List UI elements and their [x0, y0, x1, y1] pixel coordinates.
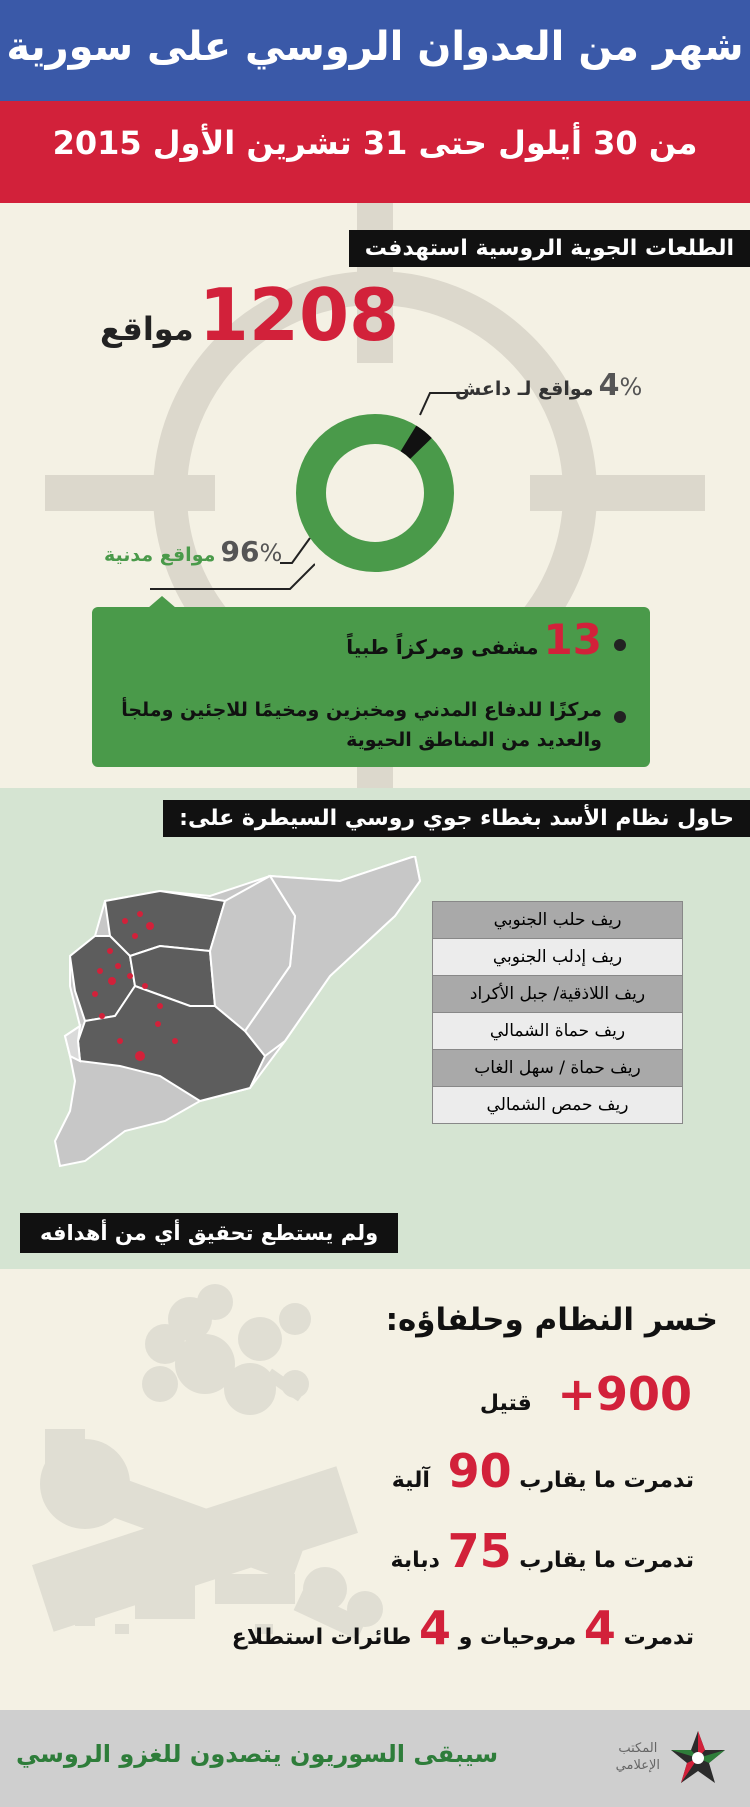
regions-table: [432, 901, 683, 1124]
civil-share: 96% مواقع مدنية: [104, 535, 283, 568]
tanks-number: 75: [447, 1524, 512, 1578]
region-item: ريف حمص الشمالي: [433, 1087, 683, 1124]
tanks-stat: [391, 1524, 695, 1578]
losses-heading: خسر النظام وحلفاؤه:: [385, 1302, 718, 1338]
targets-donut-chart: [280, 373, 470, 573]
isis-share: 4% مواقع لـ داعش: [455, 368, 643, 403]
syria-map-icon: [40, 856, 430, 1196]
media-office-name: [616, 1740, 660, 1774]
control-heading: حاول نظام الأسد بغطاء جوي روسي السيطرة على:: [163, 800, 750, 837]
hospitals-number: 13: [543, 615, 602, 664]
facilities-line-2: والعديد من المناطق الحيوية: [346, 729, 602, 751]
region-item: ريف حماة / سهل الغاب: [433, 1050, 683, 1087]
logo-line-2: الإعلامي: [615, 1758, 660, 1773]
isis-label: مواقع لـ داعش: [455, 378, 594, 400]
killed-stat: [480, 1367, 692, 1421]
facilities-line-1: مركزًا للدفاع المدني ومخبزين ومخيمًا للاجئين وملجأ: [121, 699, 602, 721]
civil-label: مواقع مدنية: [104, 544, 216, 566]
hospitals-text: مشفى ومركزاً طبياً: [346, 635, 539, 659]
control-section: [0, 788, 750, 1269]
vehicles-prefix: تدمرت ما يقارب: [519, 1468, 694, 1493]
vehicles-label: آلية: [391, 1468, 430, 1493]
region-item: ريف اللاذقية/ جبل الأكراد: [433, 976, 683, 1013]
drones-number: 4: [419, 1601, 452, 1655]
footer-slogan: سيبقى السوريون يتصدون للغزو الروسي: [16, 1740, 499, 1768]
isis-percent: 4: [598, 368, 620, 403]
tanks-label: دبابة: [390, 1548, 440, 1573]
page-title: شهر من العدوان الروسي على سورية: [6, 24, 744, 70]
isis-share-arc: [408, 438, 421, 448]
total-targets: [100, 273, 399, 357]
drones-label: طائرات استطلاع: [231, 1625, 412, 1650]
aircraft-prefix: تدمرت: [623, 1625, 694, 1650]
airstrikes-heading: الطلعات الجوية الروسية استهدفت: [349, 230, 750, 267]
hospitals-item: [346, 615, 602, 664]
facilities-item: [121, 695, 602, 755]
region-item: ريف حلب الجنوبي: [433, 902, 683, 939]
civil-targets-box: [92, 607, 650, 767]
page-subtitle: من 30 أيلول حتى 31 تشرين الأول 2015: [52, 124, 698, 162]
civil-percent: 96: [220, 535, 260, 568]
total-targets-number: 1208: [198, 273, 400, 357]
helicopters-label: مروحيات و: [458, 1625, 577, 1650]
vehicles-stat: [392, 1444, 694, 1498]
killed-number: 900+: [557, 1367, 692, 1421]
total-targets-label: مواقع: [100, 310, 194, 348]
logo-line-1: المكتب: [618, 1741, 658, 1756]
star-logo-icon: [668, 1728, 728, 1788]
helicopters-number: 4: [583, 1601, 616, 1655]
failure-banner: ولم يستطع تحقيق أي من أهدافه: [20, 1213, 398, 1253]
vehicles-number: 90: [447, 1444, 512, 1498]
losses-section: [0, 1269, 750, 1710]
bullet-dot: [614, 711, 626, 723]
tanks-prefix: تدمرت ما يقارب: [519, 1548, 694, 1573]
killed-label: قتيل: [479, 1391, 532, 1416]
footer: [0, 1710, 750, 1807]
bullet-dot: [614, 639, 626, 651]
aircraft-stat: [232, 1601, 694, 1655]
region-item: ريف إدلب الجنوبي: [433, 939, 683, 976]
region-item: ريف حماة الشمالي: [433, 1013, 683, 1050]
